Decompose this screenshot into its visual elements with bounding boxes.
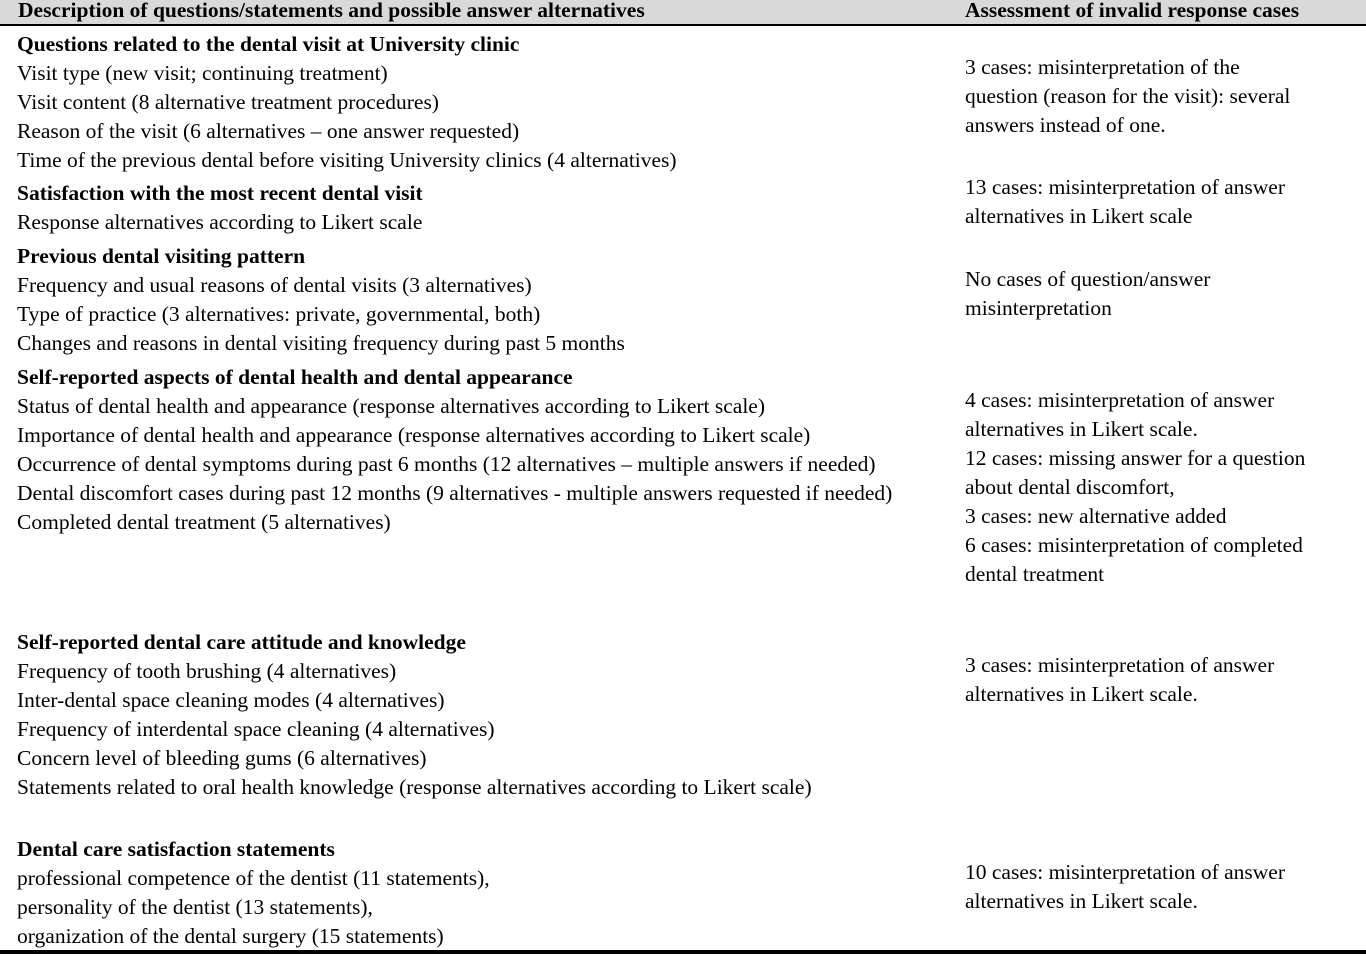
list-item: Occurrence of dental symptoms during past 6 months (12 alternatives – multiple answers if needed) bbox=[17, 452, 876, 476]
list-item: Status of dental health and appearance (response alternatives according to Likert scale) bbox=[17, 394, 765, 418]
list-item: personality of the dentist (13 statements), bbox=[17, 895, 373, 919]
assessment-line: 3 cases: misinterpretation of answer bbox=[965, 653, 1275, 677]
list-item: Dental discomfort cases during past 12 months (9 alternatives - multiple answers requested if needed) bbox=[17, 481, 893, 505]
section-description bbox=[17, 363, 942, 537]
section-title: Self-reported dental care attitude and knowledge bbox=[17, 630, 466, 654]
section-assessment bbox=[965, 858, 1366, 916]
table-bottom-rule bbox=[0, 950, 1366, 954]
assessment-line: 12 cases: missing answer for a question bbox=[965, 446, 1306, 470]
section-title: Self-reported aspects of dental health and dental appearance bbox=[17, 365, 573, 389]
section-assessment bbox=[965, 173, 1366, 231]
list-item: Frequency of tooth brushing (4 alternatives) bbox=[17, 659, 397, 683]
section-assessment bbox=[965, 53, 1366, 140]
list-item: Visit type (new visit; continuing treatment) bbox=[17, 61, 388, 85]
list-item: Frequency of interdental space cleaning (4 alternatives) bbox=[17, 717, 495, 741]
list-item: Time of the previous dental before visiting University clinics (4 alternatives) bbox=[17, 148, 677, 172]
assessment-line: No cases of question/answer bbox=[965, 267, 1211, 291]
list-item: Reason of the visit (6 alternatives – one answer requested) bbox=[17, 119, 520, 143]
section-title: Previous dental visiting pattern bbox=[17, 244, 306, 268]
list-item: Inter-dental space cleaning modes (4 alternatives) bbox=[17, 688, 445, 712]
assessment-line: alternatives in Likert scale. bbox=[965, 682, 1198, 706]
assessment-line: 3 cases: new alternative added bbox=[965, 504, 1227, 528]
section-description bbox=[17, 242, 942, 358]
assessment-line: 10 cases: misinterpretation of answer bbox=[965, 860, 1286, 884]
list-item: Response alternatives according to Likert scale bbox=[17, 210, 423, 234]
section-title: Questions related to the dental visit at University clinic bbox=[17, 32, 520, 56]
section-description bbox=[17, 179, 942, 237]
section-title: Dental care satisfaction statements bbox=[17, 837, 335, 861]
list-item: Changes and reasons in dental visiting frequency during past 5 months bbox=[17, 331, 625, 355]
assessment-line: 6 cases: misinterpretation of completed bbox=[965, 533, 1303, 557]
list-item: Importance of dental health and appearance (response alternatives according to Likert scale) bbox=[17, 423, 811, 447]
section-assessment bbox=[965, 265, 1366, 323]
assessment-line: misinterpretation bbox=[965, 296, 1112, 320]
assessment-line: alternatives in Likert scale bbox=[965, 204, 1193, 228]
header-description: Description of questions/statements and possible answer alternatives bbox=[18, 0, 645, 22]
assessment-line: 3 cases: misinterpretation of the bbox=[965, 55, 1240, 79]
assessment-line: 4 cases: misinterpretation of answer bbox=[965, 388, 1275, 412]
list-item: professional competence of the dentist (11 statements), bbox=[17, 866, 490, 890]
section-description bbox=[17, 30, 942, 175]
assessment-line: alternatives in Likert scale. bbox=[965, 889, 1198, 913]
section-title: Satisfaction with the most recent dental visit bbox=[17, 181, 423, 205]
assessment-line: alternatives in Likert scale. bbox=[965, 417, 1198, 441]
section-description bbox=[17, 835, 942, 951]
section-assessment bbox=[965, 651, 1366, 709]
section-description bbox=[17, 628, 942, 802]
list-item: Type of practice (3 alternatives: private, governmental, both) bbox=[17, 302, 541, 326]
table-header bbox=[0, 0, 1366, 26]
assessment-line: 13 cases: misinterpretation of answer bbox=[965, 175, 1286, 199]
assessment-line: answers instead of one. bbox=[965, 113, 1166, 137]
section-assessment bbox=[965, 386, 1366, 589]
assessment-line: dental treatment bbox=[965, 562, 1105, 586]
list-item: Frequency and usual reasons of dental visits (3 alternatives) bbox=[17, 273, 532, 297]
list-item: Completed dental treatment (5 alternatives) bbox=[17, 510, 391, 534]
list-item: organization of the dental surgery (15 statements) bbox=[17, 924, 444, 948]
list-item: Concern level of bleeding gums (6 alternatives) bbox=[17, 746, 427, 770]
assessment-line: question (reason for the visit): several bbox=[965, 84, 1291, 108]
list-item: Visit content (8 alternative treatment procedures) bbox=[17, 90, 439, 114]
assessment-line: about dental discomfort, bbox=[965, 475, 1175, 499]
header-assessment: Assessment of invalid response cases bbox=[965, 0, 1300, 22]
list-item: Statements related to oral health knowledge (response alternatives according to Likert scale) bbox=[17, 775, 812, 799]
